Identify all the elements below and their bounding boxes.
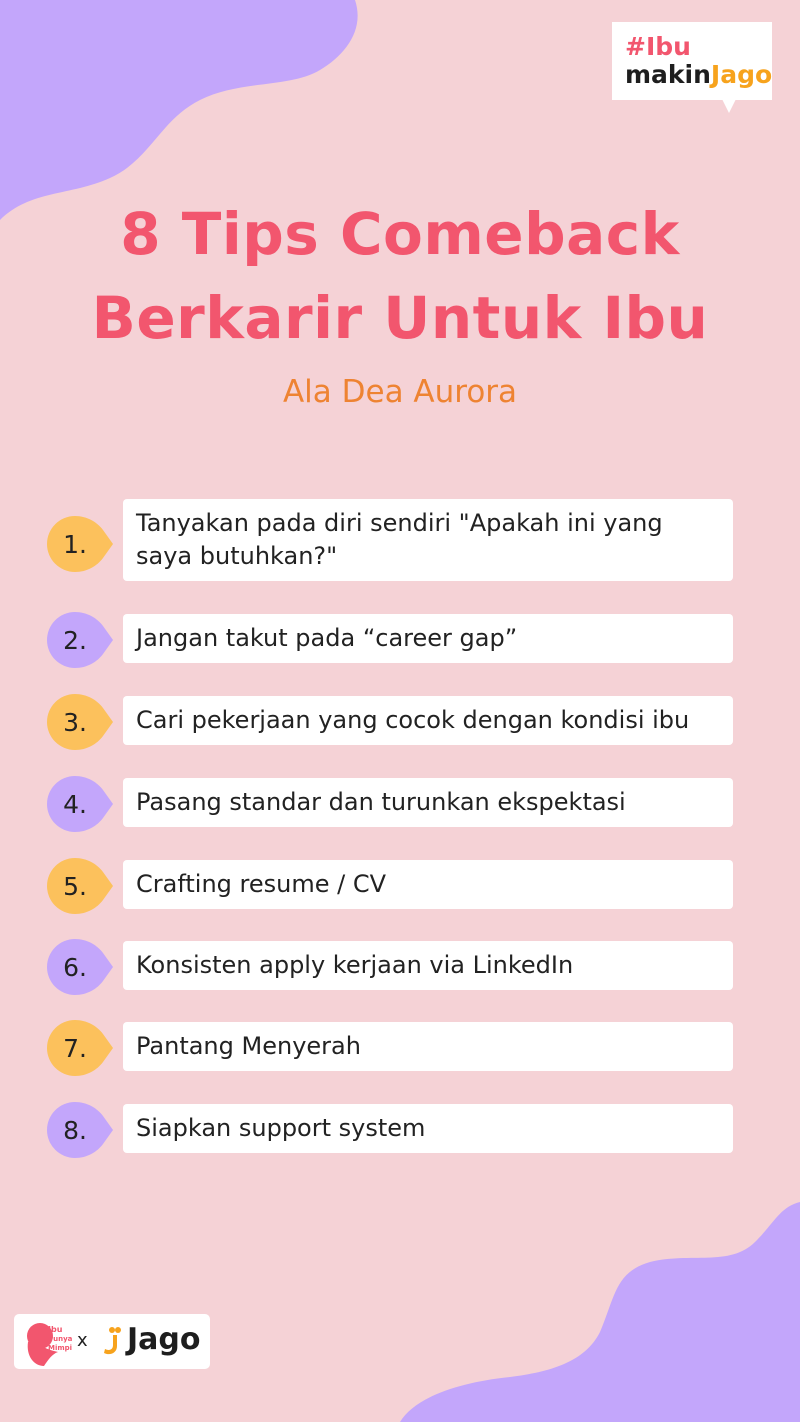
svg-text:Ibu: Ibu [48, 1325, 63, 1334]
tip-card [123, 1104, 733, 1153]
svg-text:Mimpi: Mimpi [48, 1344, 73, 1352]
tip-number: 8. [63, 1115, 87, 1145]
tip-card [123, 696, 733, 745]
tip-number-badge [47, 612, 113, 668]
tip-number-badge [47, 858, 113, 914]
badge-tagline-jago: Jago [710, 60, 773, 89]
tip-number: 4. [63, 789, 87, 819]
page-subtitle: Ala Dea Aurora [282, 374, 518, 410]
tip-number-badge [47, 1020, 113, 1076]
tip-number-badge [47, 939, 113, 995]
tip-number-badge [47, 776, 113, 832]
tip-number: 7. [63, 1033, 87, 1063]
badge-tagline-makin: makin [625, 60, 711, 89]
svg-text:Punya: Punya [48, 1335, 73, 1343]
tip-card [123, 778, 733, 827]
tip-number: 6. [63, 952, 87, 982]
ibu-punya-mimpi-logo-icon [18, 1314, 78, 1369]
tip-number: 2. [63, 625, 87, 655]
tip-text: Cari pekerjaan yang cocok dengan kondisi ibu [136, 706, 690, 734]
tip-card [123, 614, 733, 663]
badge-speech-tail [722, 99, 736, 113]
tip-text: Siapkan support system [136, 1114, 426, 1142]
page-title-line2: Berkarir Untuk Ibu [91, 284, 709, 352]
tip-number: 5. [63, 871, 87, 901]
footer-separator: x [77, 1330, 88, 1351]
tip-text: Pasang standar dan turunkan ekspektasi [136, 788, 626, 816]
tip-text: Jangan takut pada “career gap” [136, 624, 518, 652]
jago-wordmark: Jago [127, 1322, 201, 1357]
jago-j-icon [96, 1326, 122, 1356]
tip-text: Tanyakan pada diri sendiri "Apakah ini yang saya butuhkan?" [136, 509, 663, 570]
badge-tagline [625, 61, 772, 89]
tip-number-badge [47, 1102, 113, 1158]
tip-number-badge [47, 516, 113, 572]
tip-text: Konsisten apply kerjaan via LinkedIn [136, 951, 574, 979]
tip-text: Pantang Menyerah [136, 1032, 361, 1060]
page-title-line1: 8 Tips Comeback [120, 200, 680, 268]
tip-text: Crafting resume / CV [136, 870, 386, 898]
purple-blob-bottom-right [400, 1202, 800, 1422]
tip-card [123, 860, 733, 909]
tip-number: 1. [63, 529, 87, 559]
tip-number: 3. [63, 707, 87, 737]
tip-number-badge [47, 694, 113, 750]
tip-card [123, 1022, 733, 1071]
tip-card [123, 499, 733, 581]
badge-hashtag: #Ibu [625, 32, 691, 61]
tip-card [123, 941, 733, 990]
